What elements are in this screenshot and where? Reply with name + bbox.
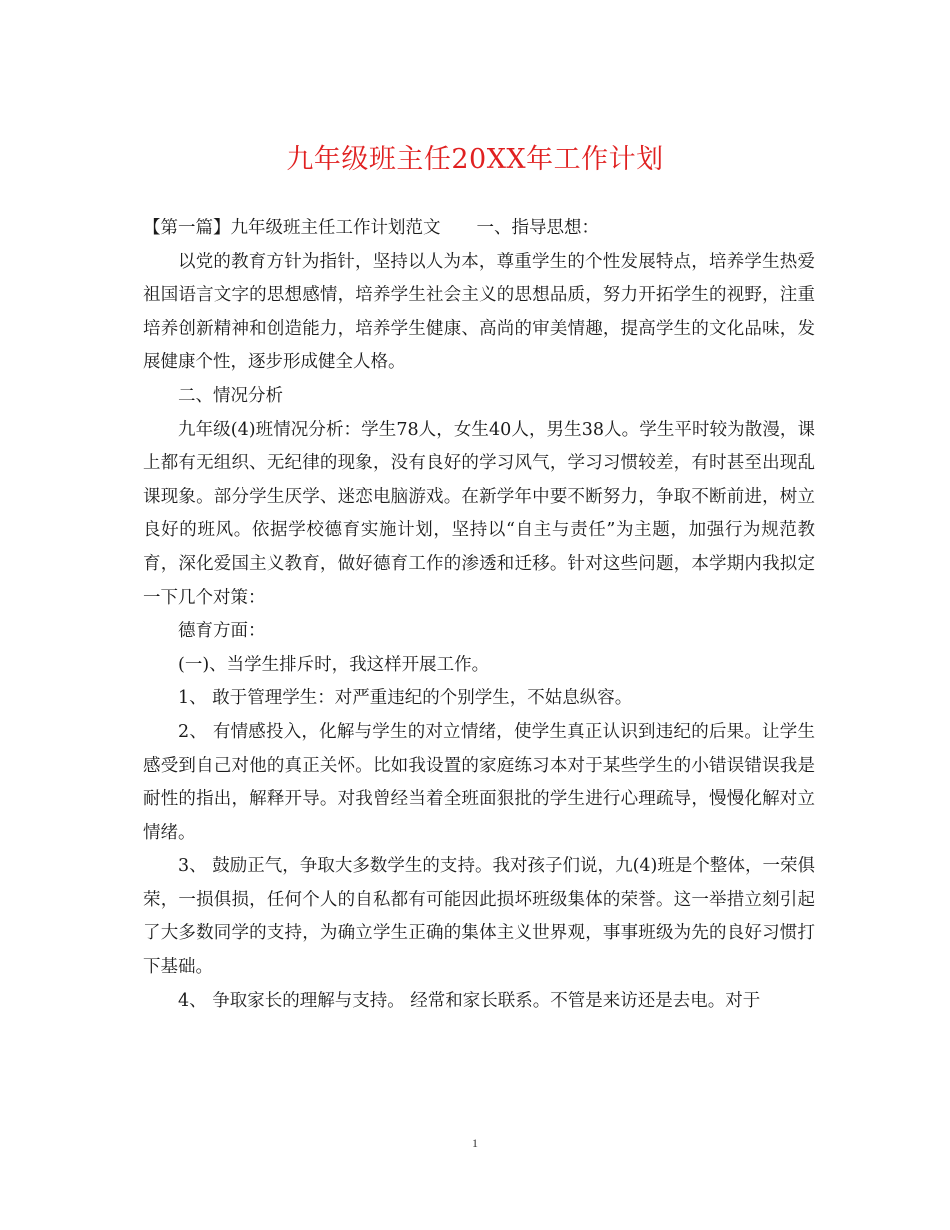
paragraph: 二、情况分析 — [178, 385, 283, 406]
paragraph: 3、 鼓励正气，争取大多数学生的支持。我对孩子们说，九(4)班是个整体，一荣俱荣，一损俱损，任何个人的自私都有可能因此损坏班级集体的荣誉。这一举措立刻引起了大多数同学的支持，为确立学生正确的集体主义世界观，事事班级为先的良好习惯打下基础。 — [143, 856, 815, 978]
document-title: 九年级班主任20XX年工作计划 — [286, 144, 664, 175]
paragraph: 2、 有情感投入，化解与学生的对立情绪，使学生真正认识到违纪的后果。让学生感受到自己对他的真正关怀。比如我设置的家庭练习本对于某些学生的小错误错误我是耐性的指出，解释开导。对我曾经当着全班面狠批的学生进行心理疏导，慢慢化解对立情绪。 — [143, 721, 815, 843]
paragraph: 德育方面： — [178, 621, 266, 642]
page-number: 1 — [472, 1136, 478, 1150]
paragraph: 1、 敢于管理学生：对严重违纪的个别学生，不姑息纵容。 — [178, 688, 633, 709]
subsection-heading: 一、指导思想： — [476, 218, 599, 238]
chapter-heading: 【第一篇】九年级班主任工作计划范文 — [143, 218, 441, 238]
paragraph: 以党的教育方针为指针，坚持以人为本，尊重学生的个性发展特点，培养学生热爱祖国语言文字的思想感情，培养学生社会主义的思想品质，努力开拓学生的视野，注重培养创新精神和创造能力，培养学生健康、高尚的审美情趣，提高学生的文化品味，发展健康个性，逐步形成健全人格。 — [143, 251, 815, 373]
section-heading — [143, 212, 815, 246]
paragraph: (一)、当学生排斥时，我这样开展工作。 — [178, 654, 490, 675]
paragraph: 4、 争取家长的理解与支持。 经常和家长联系。不管是来访还是去电。对于 — [178, 990, 761, 1011]
paragraph: 九年级(4)班情况分析：学生78人，女生40人，男生38人。学生平时较为散漫，课上都有无组织、无纪律的现象，没有良好的学习风气，学习习惯较差，有时甚至出现乱课现象。部分学生厌学、迷恋电脑游戏。在新学年中要不断努力，争取不断前进，树立良好的班风。依据学校德育实施计划，坚持以“自主与责任”为主题，加强行为规范教育，深化爱国主义教育，做好德育工作的渗透和迁移。针对这些问题，本学期内我拟定一下几个对策： — [143, 419, 815, 608]
document-body — [143, 212, 815, 1018]
